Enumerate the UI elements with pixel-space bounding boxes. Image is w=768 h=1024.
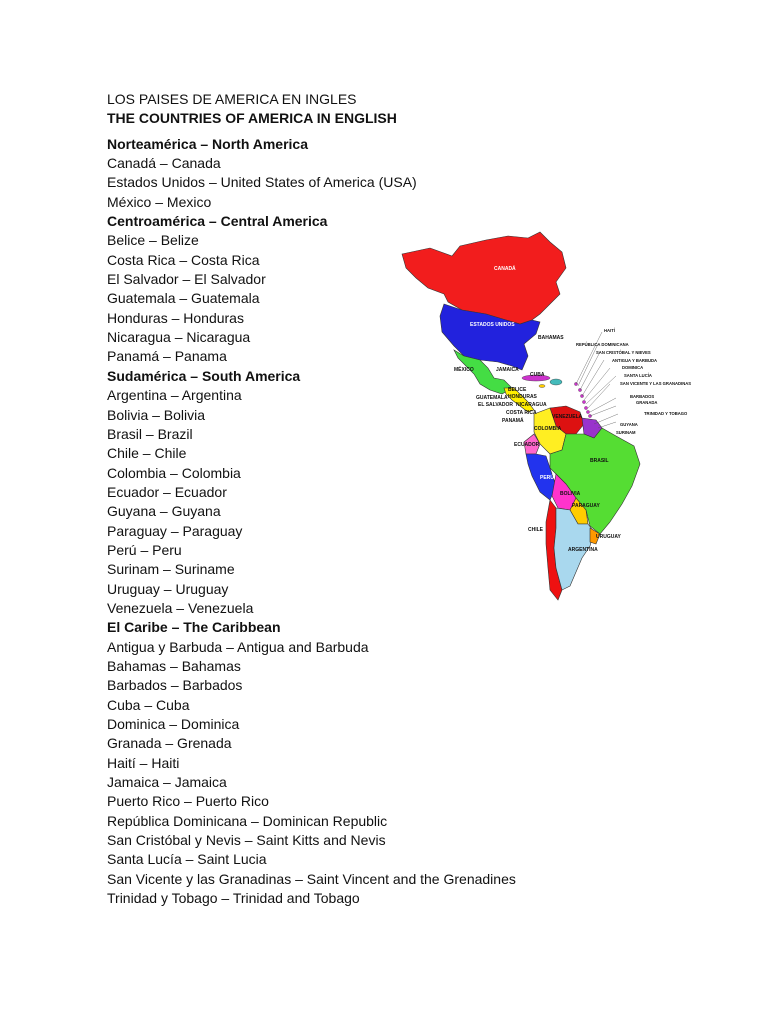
country-entry: Ecuador – Ecuador xyxy=(107,483,227,500)
label-peru: PERÚ xyxy=(540,475,554,481)
label-granada: GRANADA xyxy=(636,400,658,405)
country-entry: Estados Unidos – United States of America (USA) xyxy=(107,174,417,191)
label-trinidad: TRINIDAD Y TOBAGO xyxy=(644,411,688,416)
label-ecuador: ECUADOR xyxy=(514,442,540,448)
label-panama: PANAMÁ xyxy=(502,418,524,424)
label-argentina: ARGENTINA xyxy=(568,547,598,553)
label-costa-rica: COSTA RICA xyxy=(506,410,537,416)
country-entry: Bolivia – Bolivia xyxy=(107,406,206,423)
country-entry: El Salvador – El Salvador xyxy=(107,271,266,288)
country-entry: Barbados – Barbados xyxy=(107,677,243,694)
country-entry: Honduras – Honduras xyxy=(107,309,244,326)
country-entry: Puerto Rico – Puerto Rico xyxy=(107,793,269,810)
label-san-vicente: SAN VICENTE Y LAS GRANADINAS xyxy=(620,381,692,386)
label-santa-lucia: SANTA LUCÍA xyxy=(624,373,652,378)
country-entry: Uruguay – Uruguay xyxy=(107,580,229,597)
label-honduras: HONDURAS xyxy=(508,394,537,400)
country-entry: Venezuela – Venezuela xyxy=(107,599,254,616)
country-entry: Argentina – Argentina xyxy=(107,387,242,404)
country-entry: San Cristóbal y Nevis – Saint Kitts and Nevis xyxy=(107,832,386,849)
country-entry: Haití – Haiti xyxy=(107,754,180,771)
title-spanish: LOS PAISES DE AMERICA EN INGLES xyxy=(107,91,357,107)
country-entry: República Dominicana – Dominican Republic xyxy=(107,812,388,829)
label-haiti: HAITÍ xyxy=(604,328,615,333)
country-entry: San Vicente y las Granadinas – Saint Vincent and the Grenadines xyxy=(107,870,516,887)
country-entry: Belice – Belize xyxy=(107,232,199,249)
label-chile: CHILE xyxy=(528,527,543,533)
country-entry: Nicaragua – Nicaragua xyxy=(107,329,251,346)
label-belice: BELICE xyxy=(508,387,527,393)
section-heading: Centroamérica – Central America xyxy=(107,213,328,230)
label-paraguay: PARAGUAY xyxy=(572,503,600,509)
country-entry: Chile – Chile xyxy=(107,445,187,462)
section-heading: El Caribe – The Caribbean xyxy=(107,619,281,636)
label-mexico: MÉXICO xyxy=(454,367,474,373)
label-guyana: GUYANA xyxy=(620,422,638,427)
title-english: THE COUNTRIES OF AMERICA IN ENGLISH xyxy=(107,110,397,127)
label-san-cristobal: SAN CRISTÓBAL Y NIEVES xyxy=(596,350,651,355)
label-colombia: COLOMBIA xyxy=(534,426,562,432)
country-entry: México – Mexico xyxy=(107,193,212,210)
country-entry: Canadá – Canada xyxy=(107,155,221,172)
label-cuba: CUBA xyxy=(530,372,545,378)
americas-map xyxy=(390,228,720,608)
country-entry: Jamaica – Jamaica xyxy=(107,774,227,791)
label-guatemala: GUATEMALA xyxy=(476,395,508,401)
label-canada: CANADÁ xyxy=(494,266,516,272)
country-entry: Surinam – Suriname xyxy=(107,561,235,578)
label-bolivia: BOLIVIA xyxy=(560,491,581,497)
hispaniola-shape xyxy=(550,379,562,385)
country-entry: Granada – Grenada xyxy=(107,735,232,752)
country-entry: Trinidad y Tobago – Trinidad and Tobago xyxy=(107,890,360,907)
section-heading: Norteamérica – North America xyxy=(107,135,309,152)
label-antigua: ANTIGUA Y BARBUDA xyxy=(612,358,658,363)
jamaica-shape xyxy=(539,385,545,388)
label-usa: ESTADOS UNIDOS xyxy=(470,322,515,328)
label-jamaica: JAMAICA xyxy=(496,367,519,373)
country-entry: Costa Rica – Costa Rica xyxy=(107,251,260,268)
country-entry: Brasil – Brazil xyxy=(107,425,193,442)
country-entry: Guyana – Guyana xyxy=(107,503,221,520)
label-venezuela: VENEZUELA xyxy=(552,414,583,420)
label-bahamas: BAHAMAS xyxy=(538,335,564,341)
section-heading: Sudamérica – South America xyxy=(107,367,301,384)
label-dominica: DOMINICA xyxy=(622,365,644,370)
country-entry: Colombia – Colombia xyxy=(107,464,241,481)
country-entry: Dominica – Dominica xyxy=(107,716,240,732)
label-rep-dominicana: REPÚBLICA DOMINICANA xyxy=(576,342,629,347)
country-entry: Panamá – Panama xyxy=(107,348,227,365)
country-entry: Guatemala – Guatemala xyxy=(107,290,260,307)
country-entry: Bahamas – Bahamas xyxy=(107,657,241,674)
label-uruguay: URUGUAY xyxy=(596,534,621,540)
country-entry: Cuba – Cuba xyxy=(107,696,190,713)
label-brasil: BRASIL xyxy=(590,458,609,464)
label-el-salvador: EL SALVADOR xyxy=(478,402,514,408)
country-entry: Antigua y Barbuda – Antigua and Barbuda xyxy=(107,638,369,655)
country-entry: Perú – Peru xyxy=(107,541,182,558)
label-surinam: SURINAM xyxy=(616,430,636,435)
country-entry: Paraguay – Paraguay xyxy=(107,522,243,539)
canada-region xyxy=(402,232,566,324)
label-barbados: BARBADOS xyxy=(630,394,655,399)
country-entry: Santa Lucía – Saint Lucia xyxy=(107,851,267,868)
label-nicaragua: NICARAGUA xyxy=(516,402,547,408)
